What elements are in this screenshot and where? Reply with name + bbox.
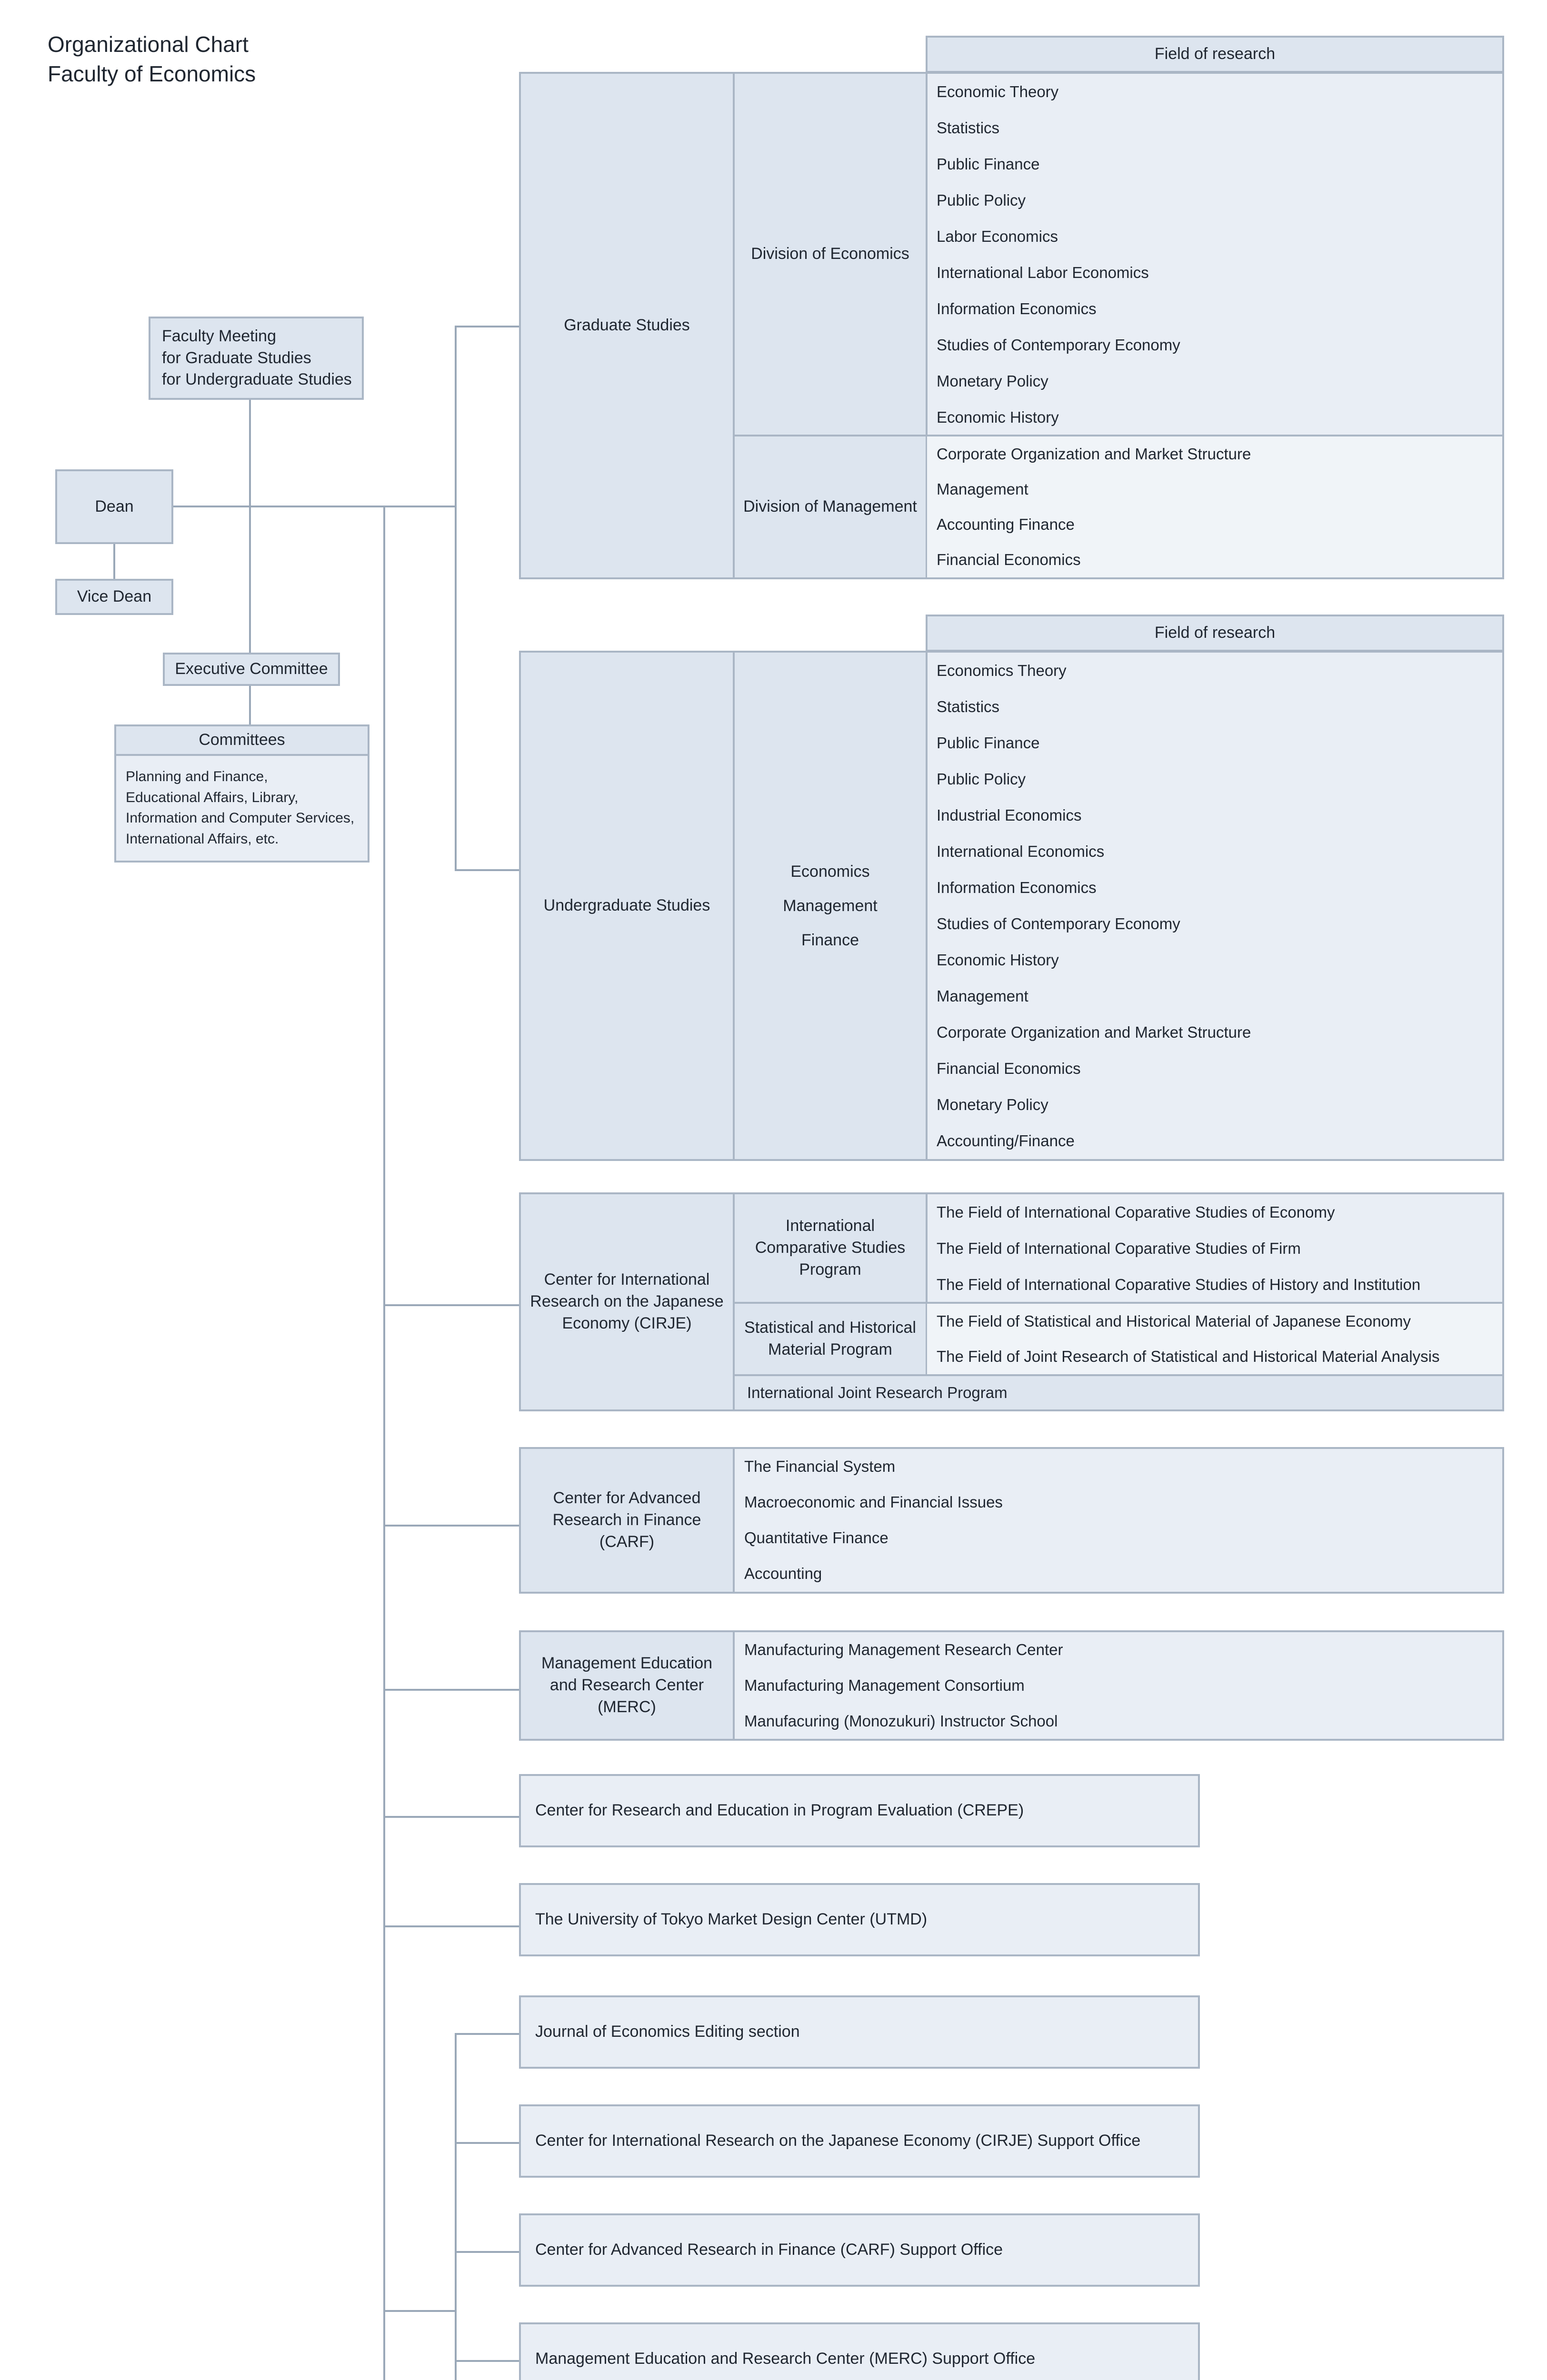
- merc-fields-list: [735, 1632, 1502, 1739]
- carf-label-cell: [521, 1449, 735, 1592]
- grad-mgmt-field: Corporate Organization and Market Structure: [937, 445, 1251, 463]
- faculty-meeting-line-1: Faculty Meeting: [162, 327, 276, 345]
- merc-label-line: (MERC): [598, 1697, 656, 1716]
- title-line-2: Faculty of Economics: [48, 61, 256, 87]
- office-box: [519, 2104, 1200, 2178]
- management-fields-list: [927, 436, 1502, 577]
- merc-field: Manufacturing Management Consortium: [744, 1676, 1025, 1695]
- cirje-program-3-cell: [735, 1376, 1502, 1409]
- cirje-label-line: Center for International: [544, 1270, 710, 1289]
- ug-field: Economics Theory: [937, 661, 1067, 679]
- grad-econ-field: Public Policy: [937, 191, 1026, 209]
- line-to-crepe: [383, 1816, 520, 1818]
- carf-label-line: (CARF): [599, 1532, 655, 1551]
- ug-field: Economic History: [937, 951, 1059, 969]
- cirje-program-1-fields: [927, 1194, 1502, 1304]
- ug-field: Information Economics: [937, 878, 1097, 896]
- merc-field: Manufacturing Management Research Center: [744, 1641, 1063, 1659]
- line-to-cirje: [383, 1304, 520, 1306]
- dean-label: Dean: [95, 497, 134, 516]
- cirje-program-2-line: Material Program: [768, 1340, 892, 1359]
- crepe-label: Center for Research and Education in Program Evaluation (CREPE): [535, 1801, 1024, 1820]
- line-to-undergraduate: [455, 869, 520, 871]
- graduate-studies-label-cell: [521, 74, 735, 577]
- faculty-meeting-box: [149, 317, 364, 400]
- carf-field: Quantitative Finance: [744, 1529, 888, 1547]
- line-office-4: [455, 2360, 520, 2362]
- committees-box: [114, 724, 369, 863]
- merc-label-cell: [521, 1632, 735, 1739]
- ug-field: Industrial Economics: [937, 806, 1082, 824]
- ug-field: Corporate Organization and Market Structure: [937, 1023, 1251, 1041]
- carf-fields-list: [735, 1449, 1502, 1592]
- cirje-block: [519, 1192, 1504, 1411]
- cirje-label-cell: [521, 1194, 735, 1409]
- office-label: Center for Advanced Research in Finance (CARF) Support Office: [535, 2241, 1003, 2259]
- title-line-1: Organizational Chart: [48, 32, 249, 57]
- grad-econ-field: Statistics: [937, 119, 1000, 137]
- ug-field: Statistics: [937, 697, 1000, 715]
- ug-field: Public Policy: [937, 770, 1026, 788]
- line-to-offices-spine: [383, 2310, 456, 2312]
- undergraduate-studies-label-cell: [521, 653, 735, 1159]
- faculty-meeting-line-2: for Graduate Studies: [162, 348, 311, 367]
- line-faculty-exec: [249, 399, 251, 654]
- line-office-2: [455, 2142, 520, 2144]
- cirje-p2-field: The Field of Statistical and Historical Material of Japanese Economy: [937, 1312, 1411, 1330]
- ug-field: Accounting/Finance: [937, 1131, 1075, 1150]
- carf-field: The Financial System: [744, 1458, 896, 1476]
- grad-econ-field: Information Economics: [937, 299, 1097, 317]
- grad-mgmt-field: Management: [937, 480, 1028, 498]
- carf-label-line: Center for Advanced: [553, 1489, 701, 1507]
- grad-econ-field: Economic Theory: [937, 82, 1059, 100]
- graduate-studies-label: Graduate Studies: [564, 316, 690, 335]
- executive-committee-label: Executive Committee: [175, 660, 328, 678]
- faculty-meeting-line-3: for Undergraduate Studies: [162, 370, 352, 389]
- committees-body: [126, 766, 354, 849]
- crepe-box: [519, 1774, 1200, 1847]
- merc-label-line: Management Education: [541, 1654, 713, 1673]
- office-label: Center for International Research on the Japanese Economy (CIRJE) Support Office: [535, 2132, 1141, 2150]
- office-box: [519, 2213, 1200, 2287]
- cirje-program-2-cell: [735, 1304, 928, 1376]
- grad-mgmt-field: Accounting Finance: [937, 515, 1075, 533]
- grad-econ-field: Economic History: [937, 408, 1059, 426]
- cirje-program-1-line: Comparative Studies: [755, 1239, 906, 1257]
- grad-econ-field: Studies of Contemporary Economy: [937, 336, 1180, 354]
- page-title: [48, 30, 256, 89]
- cirje-p1-field: The Field of International Coparative Studies of History and Institution: [937, 1275, 1421, 1293]
- vice-dean-box: [55, 579, 173, 615]
- line-exec-committees: [249, 685, 251, 725]
- course-economics: Economics: [790, 863, 870, 881]
- grad-econ-field: Public Finance: [937, 155, 1040, 173]
- ug-field: Financial Economics: [937, 1059, 1081, 1077]
- cirje-program-1-cell: [735, 1194, 928, 1304]
- utmd-box: [519, 1883, 1200, 1956]
- committees-line-1: Planning and Finance,: [126, 769, 268, 784]
- cirje-p1-field: The Field of International Coparative Studies of Economy: [937, 1203, 1335, 1221]
- office-box: [519, 1995, 1200, 2069]
- committees-header: [116, 726, 368, 756]
- line-dean-main: [172, 506, 456, 507]
- ug-field: Public Finance: [937, 734, 1040, 752]
- line-main-spine: [383, 506, 385, 2380]
- utmd-label: The University of Tokyo Market Design Center (UTMD): [535, 1910, 928, 1929]
- vice-dean-label: Vice Dean: [77, 587, 152, 606]
- undergraduate-field-header-label: Field of research: [1154, 624, 1276, 642]
- grad-econ-field: Labor Economics: [937, 227, 1058, 245]
- carf-block: [519, 1447, 1504, 1594]
- cirje-program-2-line: Statistical and Historical: [744, 1319, 916, 1337]
- graduate-field-header: [926, 36, 1504, 73]
- economics-fields-list: [927, 74, 1502, 436]
- course-management: Management: [783, 897, 878, 915]
- line-office-3: [455, 2251, 520, 2253]
- committees-header-label: Committees: [199, 731, 285, 749]
- merc-block: [519, 1630, 1504, 1741]
- merc-label-line: and Research Center: [549, 1676, 704, 1695]
- executive-committee-box: [163, 653, 340, 686]
- undergraduate-field-header: [926, 615, 1504, 652]
- line-office-1: [455, 2033, 520, 2035]
- line-to-carf: [383, 1525, 520, 1527]
- grad-econ-field: Monetary Policy: [937, 372, 1048, 390]
- committees-line-2: Educational Affairs, Library,: [126, 789, 299, 805]
- course-finance: Finance: [801, 931, 859, 949]
- grad-econ-field: International Labor Economics: [937, 263, 1149, 281]
- office-label: Management Education and Research Center (MERC) Support Office: [535, 2350, 1036, 2368]
- line-offices-spine: [455, 2033, 457, 2380]
- cirje-p2-field: The Field of Joint Research of Statistical and Historical Material Analysis: [937, 1347, 1440, 1365]
- undergraduate-fields-list: [927, 653, 1502, 1159]
- committees-line-4: International Affairs, etc.: [126, 831, 279, 847]
- graduate-field-header-label: Field of research: [1154, 45, 1276, 63]
- office-label: Journal of Economics Editing section: [535, 2023, 800, 2041]
- dean-box: [55, 469, 173, 544]
- undergraduate-courses-cell: [735, 653, 928, 1159]
- line-studies-spine: [455, 326, 457, 870]
- undergraduate-studies-block: [519, 651, 1504, 1161]
- cirje-program-3-label: International Joint Research Program: [747, 1383, 1008, 1401]
- carf-label-line: Research in Finance: [552, 1511, 701, 1529]
- committees-line-3: Information and Computer Services,: [126, 810, 355, 826]
- line-to-merc: [383, 1689, 520, 1691]
- ug-field: International Economics: [937, 842, 1105, 860]
- ug-field: Management: [937, 987, 1028, 1005]
- merc-field: Manufacuring (Monozukuri) Instructor School: [744, 1712, 1058, 1730]
- cirje-program-1-line: Program: [799, 1260, 861, 1279]
- office-box: [519, 2322, 1200, 2380]
- undergraduate-studies-label: Undergraduate Studies: [543, 896, 710, 915]
- cirje-label-line: Economy (CIRJE): [562, 1314, 692, 1332]
- division-management-cell: [735, 436, 928, 577]
- ug-field: Monetary Policy: [937, 1095, 1048, 1113]
- division-management-label: Division of Management: [743, 497, 917, 516]
- carf-field: Macroeconomic and Financial Issues: [744, 1493, 1003, 1511]
- cirje-program-2-fields: [927, 1304, 1502, 1376]
- carf-field: Accounting: [744, 1565, 822, 1583]
- grad-mgmt-field: Financial Economics: [937, 550, 1081, 568]
- cirje-label-line: Research on the Japanese: [530, 1292, 724, 1311]
- graduate-studies-block: [519, 72, 1504, 579]
- line-dean-vicedean: [113, 543, 115, 580]
- line-to-utmd: [383, 1925, 520, 1927]
- division-economics-cell: [735, 74, 928, 436]
- line-to-graduate: [455, 326, 520, 327]
- division-economics-label: Division of Economics: [751, 245, 909, 263]
- cirje-p1-field: The Field of International Coparative Studies of Firm: [937, 1239, 1301, 1257]
- cirje-program-1-line: International: [785, 1217, 875, 1235]
- ug-field: Studies of Contemporary Economy: [937, 914, 1180, 932]
